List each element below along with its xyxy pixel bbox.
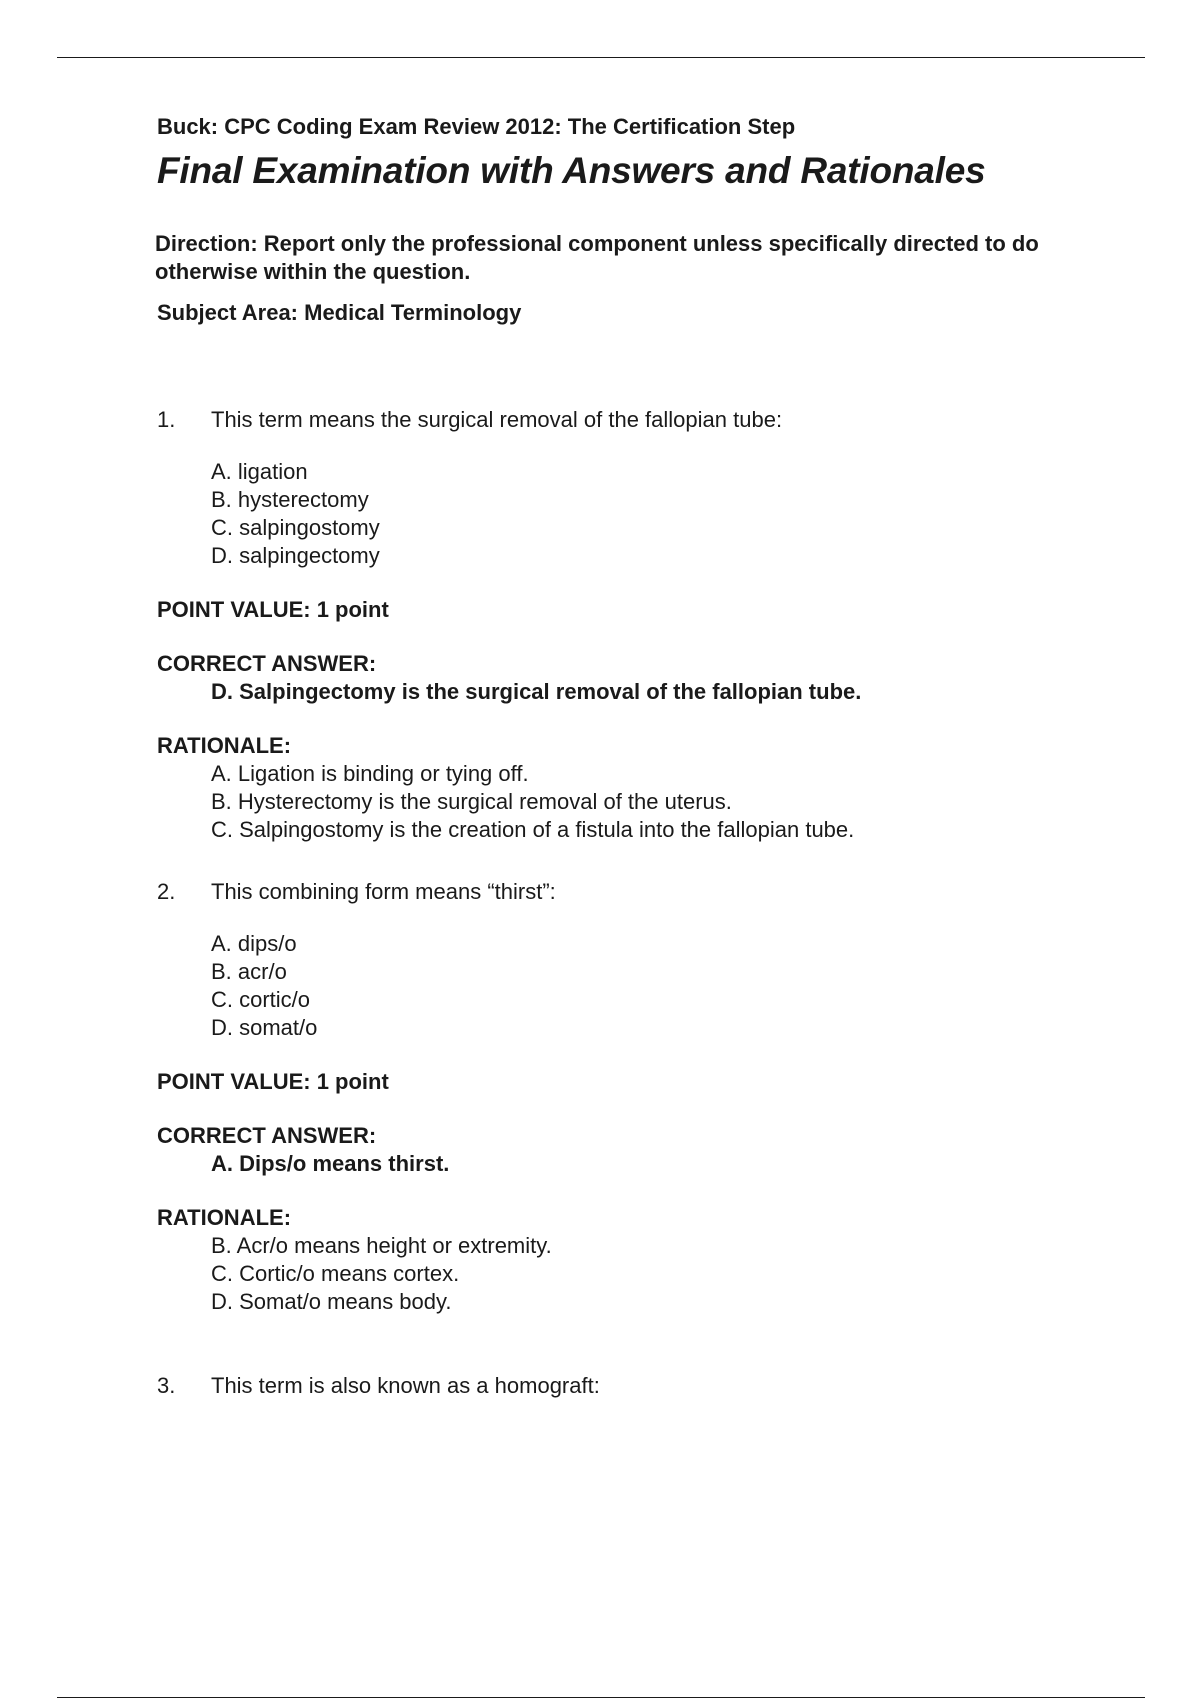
question-text: This term is also known as a homograft:: [211, 1373, 600, 1398]
option-b: B. hysterectomy: [211, 487, 369, 512]
answer-options: [211, 458, 1087, 570]
question-text: This combining form means “thirst”:: [211, 879, 556, 904]
point-value: POINT VALUE: 1 point: [157, 597, 389, 622]
question-number: 3.: [157, 1373, 176, 1398]
question-text: This term means the surgical removal of the fallopian tube:: [211, 407, 783, 432]
question-3-stem: [157, 1372, 1087, 1400]
correct-answer-heading: CORRECT ANSWER:: [157, 1123, 377, 1148]
option-a: A. dips/o: [211, 931, 297, 956]
question-number: 2.: [157, 879, 176, 904]
rationale-list: [211, 1232, 1087, 1316]
rationale-list: [211, 760, 1087, 844]
question-3: [157, 1372, 1087, 1400]
question-1: [157, 406, 1087, 844]
top-rule: [57, 57, 1145, 58]
correct-answer-text: A. Dips/o means thirst.: [211, 1151, 450, 1176]
rationale-item: B. Hysterectomy is the surgical removal of the uterus.: [211, 789, 732, 814]
option-d: D. salpingectomy: [211, 543, 380, 568]
rationale-heading: RATIONALE:: [157, 1205, 292, 1230]
rationale-item: D. Somat/o means body.: [211, 1289, 452, 1314]
question-1-stem: [157, 406, 1087, 434]
rationale-item: A. Ligation is binding or tying off.: [211, 761, 529, 786]
rationale-heading: RATIONALE:: [157, 733, 292, 758]
exam-title: Final Examination with Answers and Rationales: [157, 150, 986, 191]
question-2-stem: [157, 878, 1087, 906]
rationale-item: B. Acr/o means height or extremity.: [211, 1233, 552, 1258]
bottom-rule: [57, 1697, 1145, 1698]
option-d: D. somat/o: [211, 1015, 318, 1040]
book-title: Buck: CPC Coding Exam Review 2012: The Certification Step: [157, 114, 796, 139]
direction-text: Direction: Report only the professional component unless specifically directed to do otherwise within the question.: [155, 231, 1039, 284]
option-b: B. acr/o: [211, 959, 287, 984]
rationale-item: C. Salpingostomy is the creation of a fistula into the fallopian tube.: [211, 817, 855, 842]
rationale-item: C. Cortic/o means cortex.: [211, 1261, 460, 1286]
page-header: [157, 112, 1087, 328]
subject-area: Subject Area: Medical Terminology: [157, 300, 522, 325]
answer-options: [211, 930, 1087, 1042]
option-a: A. ligation: [211, 459, 308, 484]
question-number: 1.: [157, 407, 176, 432]
correct-answer-heading: CORRECT ANSWER:: [157, 651, 377, 676]
option-c: C. cortic/o: [211, 987, 311, 1012]
option-c: C. salpingostomy: [211, 515, 380, 540]
correct-answer-text: D. Salpingectomy is the surgical removal of the fallopian tube.: [211, 679, 862, 704]
question-2: [157, 878, 1087, 1316]
point-value: POINT VALUE: 1 point: [157, 1069, 389, 1094]
